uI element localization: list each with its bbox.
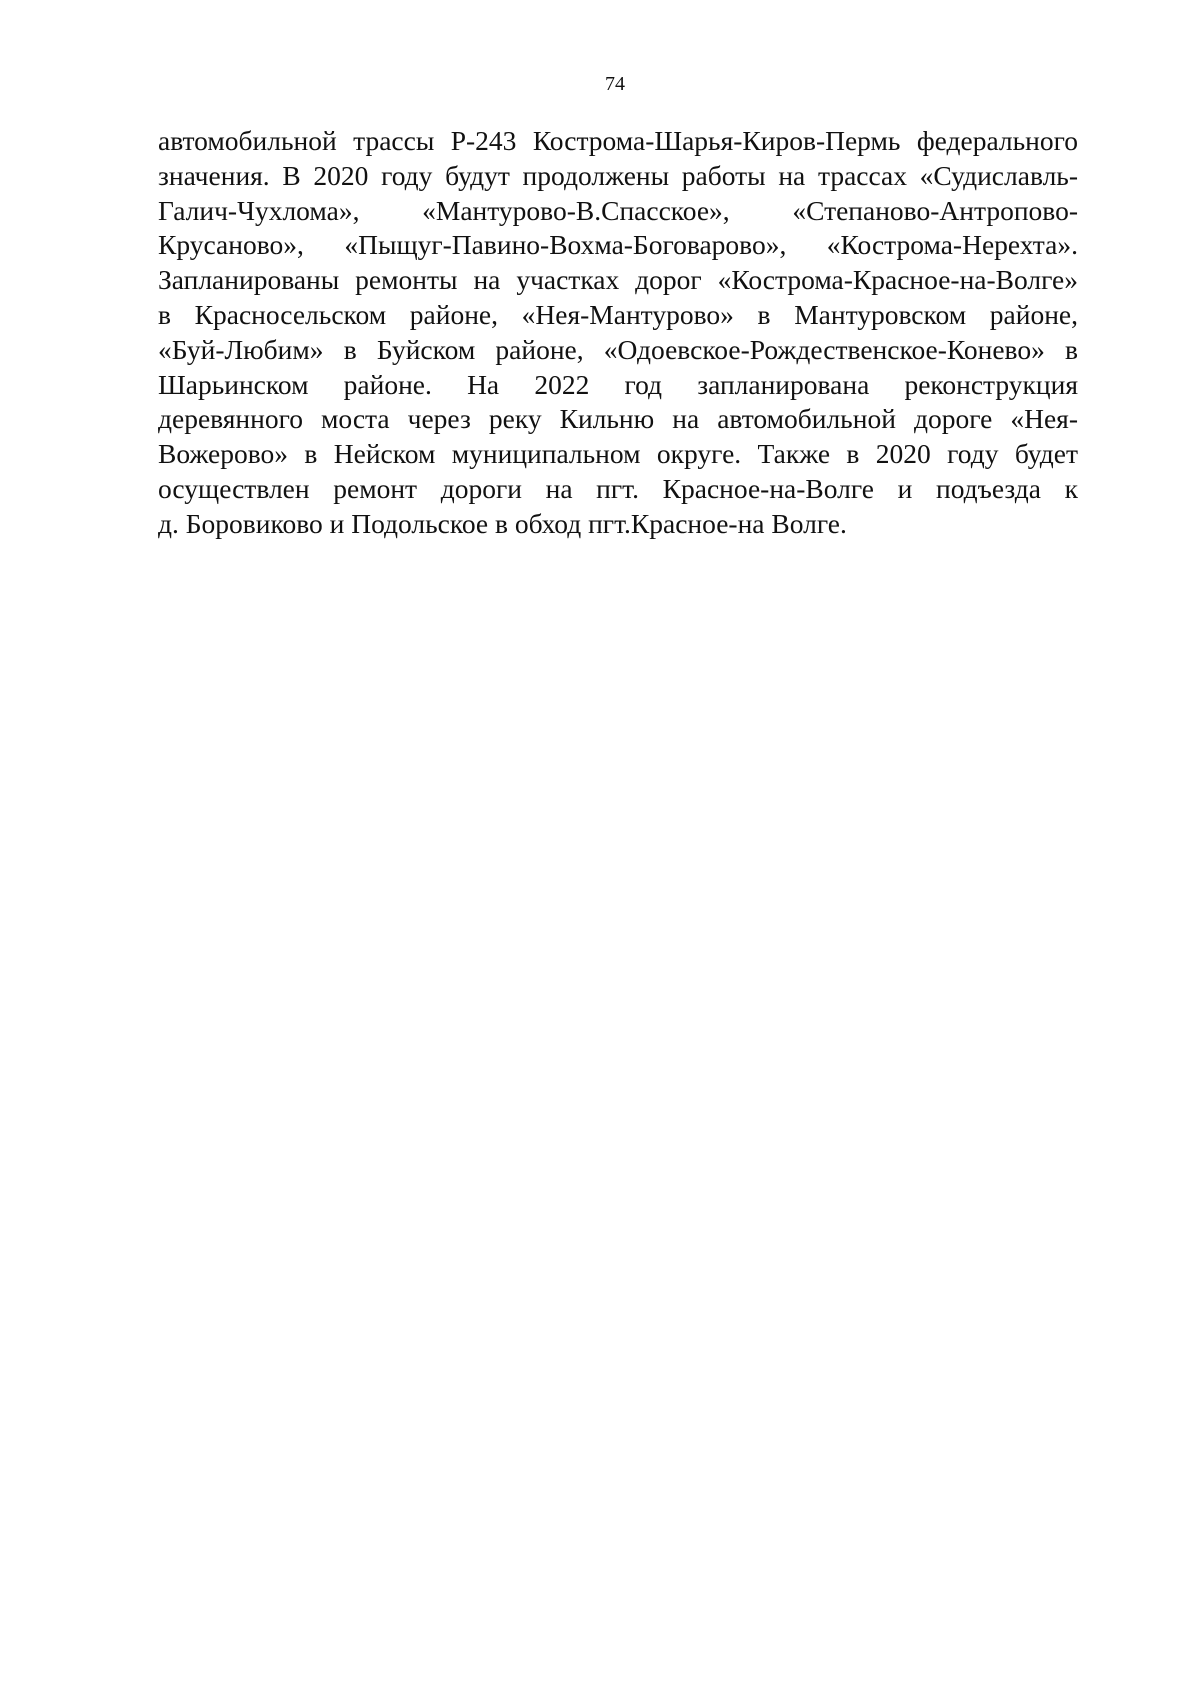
paragraph-line: осуществлен ремонт дороги на пгт. Красное-на-Волге и подъезда к xyxy=(158,472,1078,504)
paragraph-line: Крусаново», «Пыщуг-Павино-Вохма-Боговарово», «Кострома-Нерехта». xyxy=(158,229,1078,261)
paragraph-line: Запланированы ремонты на участках дорог «Кострома-Красное-на-Волге» xyxy=(158,264,1078,296)
paragraph-line: деревянного моста через реку Кильню на автомобильной дороге «Нея- xyxy=(158,403,1078,435)
body-paragraph xyxy=(158,124,1078,542)
paragraph-line: Галич-Чухлома», «Мантурово-В.Спасское», «Степаново-Антропово- xyxy=(158,194,1078,226)
paragraph-line: Шарьинском районе. На 2022 год запланирована реконструкция xyxy=(158,368,1078,400)
paragraph-line: значения. В 2020 году будут продолжены работы на трассах «Судиславль- xyxy=(158,159,1078,191)
paragraph-line: Вожерово» в Нейском муниципальном округе. Также в 2020 году будет xyxy=(158,438,1078,470)
page-number: 74 xyxy=(605,73,625,95)
paragraph-line: д. Боровиково и Подольское в обход пгт.Красное-на Волге. xyxy=(158,507,847,539)
paragraph-line: в Красносельском районе, «Нея-Мантурово» в Мантуровском районе, xyxy=(158,298,1078,330)
paragraph-line: «Буй-Любим» в Буйском районе, «Одоевское-Рождественское-Конево» в xyxy=(158,333,1078,365)
paragraph-line: автомобильной трассы Р-243 Кострома-Шарья-Киров-Пермь федерального xyxy=(158,125,1078,156)
